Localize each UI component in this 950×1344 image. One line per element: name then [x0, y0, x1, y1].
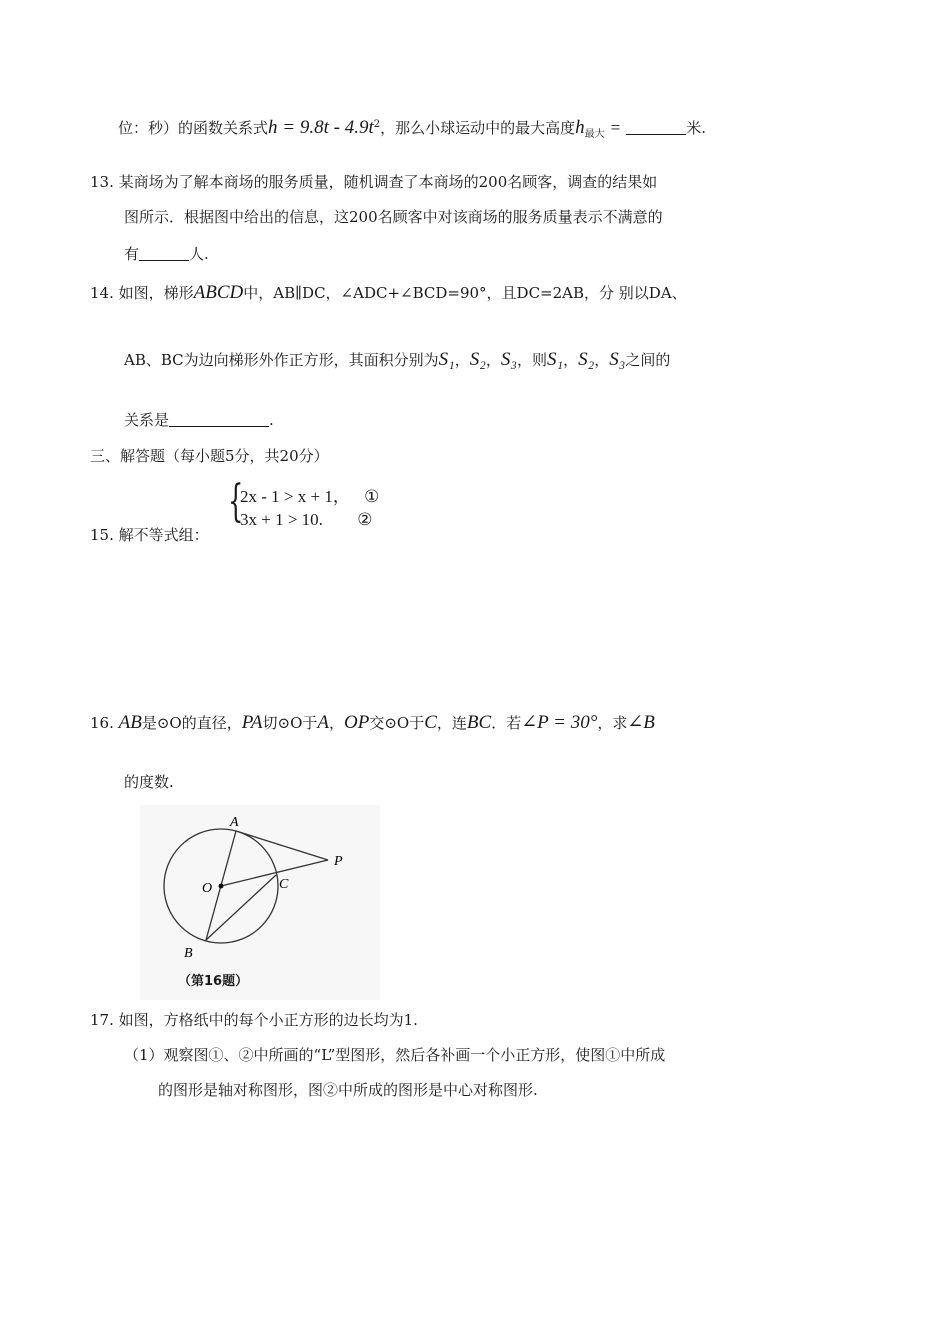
label-p: P [334, 854, 343, 869]
label-o: O [202, 881, 213, 896]
q14-s2: S₂ [469, 349, 486, 370]
q15-eq1-mark: ① [364, 487, 380, 506]
q13-answer-blank[interactable] [139, 244, 189, 261]
q16-t6: ．若 [491, 714, 522, 732]
q13-text1: 某商场为了解本商场的服务质量，随机调查了本商场的200名顾客，调查的结果如 [118, 173, 658, 191]
q16-c: C [424, 712, 437, 733]
q14-text2-pre: AB、BC为边向梯形外作正方形，其面积分别为 [124, 351, 439, 369]
q16-number: 16. [90, 714, 114, 732]
q14-s2b: S₂ [578, 349, 595, 370]
q13-line3 [124, 244, 209, 264]
q15-line [90, 525, 209, 545]
q12-exponent: 2 [373, 119, 381, 130]
q15-eq2-mark: ② [357, 510, 373, 529]
q13-line1 [90, 172, 657, 192]
q14-text2-post: 之间的 [625, 351, 671, 369]
q17-line1 [90, 1010, 418, 1030]
q16-t3: ， [328, 714, 344, 732]
q14-trapezoid: ABCD [193, 282, 244, 303]
q15-text: 解不等式组： [118, 526, 209, 544]
q16-bc: BC [466, 712, 492, 733]
q12-line [118, 115, 706, 145]
q15-eq2: 3x + 1 > 10. [240, 510, 323, 529]
q12-eq: = [610, 118, 621, 137]
q14-answer-blank[interactable] [169, 410, 269, 427]
q14-line2: AB、BC为边向梯形外作正方形，其面积分别为S₁，S₂，S₃，则S₁，S₂，S₃之间的 [124, 349, 671, 370]
q14-text3-post: . [269, 411, 274, 429]
q15-eq1-row [240, 482, 379, 507]
label-c: C [279, 877, 289, 892]
q15-brace: { [228, 476, 244, 527]
q14-s1: S₁ [438, 349, 455, 370]
segment-ap [236, 831, 328, 860]
q17-text: 如图，方格纸中的每个小正方形的边长均为1. [118, 1011, 418, 1029]
q13-text3-post: 人. [189, 245, 209, 263]
q16-t7: ，求 [597, 714, 628, 732]
q14-number: 14. [90, 284, 114, 302]
center-point [219, 884, 224, 889]
q16-ab: AB [118, 712, 142, 733]
q14-text2-mid: ，则 [517, 351, 548, 369]
q16-line1 [90, 713, 655, 733]
q16-t4: 交⊙O于 [369, 714, 425, 732]
q16-angle-p: ∠P = 30° [521, 712, 598, 733]
q17-part1-line1: （1）观察图①、②中所画的“L”型图形，然后各补画一个小正方形，使图①中所成 [124, 1046, 666, 1064]
q14-text1-pre: 如图，梯形 [118, 284, 194, 302]
label-b: B [184, 946, 193, 961]
segment-op [221, 860, 328, 886]
q14-text3-pre: 关系是 [124, 411, 170, 429]
q13-number: 13. [90, 173, 114, 191]
q17-part1-line2: 的图形是轴对称图形，图②中所成的图形是中心对称图形. [158, 1081, 538, 1099]
segment-bc [206, 875, 276, 940]
q16-line2: 的度数. [124, 773, 174, 791]
q13-line2 [124, 207, 663, 227]
q14-s3: S₃ [500, 349, 517, 370]
q15-eq2-row [240, 510, 372, 530]
q16-t1: 是⊙O的直径， [141, 714, 242, 732]
q12-formula: h = 9.8t - 4.9t [268, 117, 374, 138]
q16-t5: ，连 [436, 714, 467, 732]
q12-h: h [575, 117, 585, 138]
figure-16 [140, 805, 380, 1000]
q14-s3b: S₃ [609, 349, 626, 370]
q14-line3 [124, 410, 274, 430]
q12-prefix: 位：秒）的函数关系式 [118, 119, 269, 137]
q17-number: 17. [90, 1011, 114, 1029]
q16-t2: 切⊙O于 [262, 714, 318, 732]
q15-number: 15. [90, 526, 114, 544]
q15-eq1: 2x - 1 > x + 1， [240, 487, 350, 506]
q16-angle-b: ∠B [627, 712, 655, 733]
label-a: A [230, 815, 239, 830]
figure-16-diagram [140, 805, 380, 975]
q14-s1b: S₁ [547, 349, 564, 370]
q16-a: A [317, 712, 329, 733]
q16-op: OP [344, 712, 370, 733]
section3-title: 三、解答题（每小题5分，共20分） [90, 447, 329, 465]
q16-pa: PA [241, 712, 263, 733]
q12-h-sub: 最大 [584, 129, 605, 140]
q13-text3-pre: 有 [124, 245, 140, 263]
q14-line1 [90, 283, 687, 303]
q14-text1-post: 中，AB∥DC，∠ADC+∠BCD=90°，且DC=2AB，分 别以DA、 [243, 284, 687, 302]
figure-16-caption: （第16题） [178, 974, 249, 989]
q12-answer-blank[interactable] [626, 118, 686, 135]
q12-middle: ，那么小球运动中的最大高度 [380, 119, 576, 137]
q12-suffix: 米. [686, 119, 706, 137]
q13-text2: 图所示．根据图中给出的信息，这200名顾客中对该商场的服务质量表示不满意的 [124, 208, 663, 226]
